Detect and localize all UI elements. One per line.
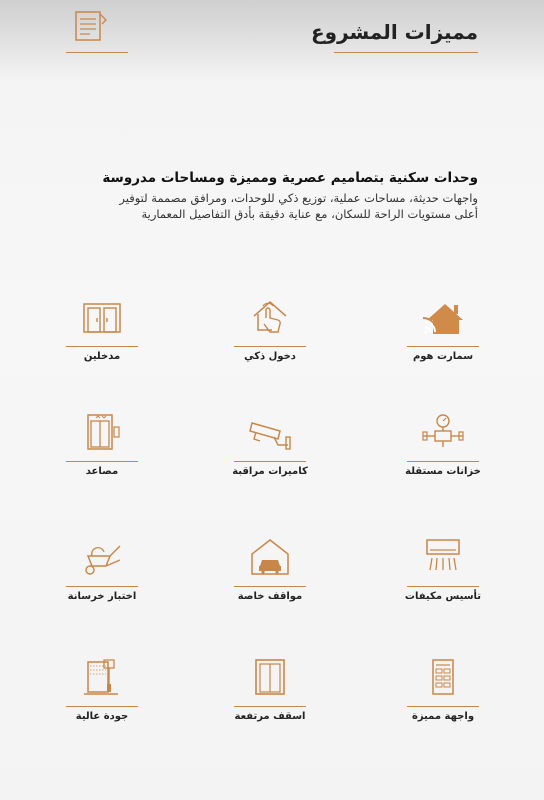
double-entrance-icon bbox=[80, 298, 124, 336]
feature-divider bbox=[234, 461, 306, 462]
feature-label: مواقف خاصة bbox=[237, 591, 303, 602]
intro-body bbox=[58, 190, 478, 222]
feature-divider bbox=[234, 586, 306, 587]
high-quality-icon bbox=[80, 658, 124, 696]
feature-divider bbox=[234, 706, 306, 707]
feature-divider bbox=[407, 346, 479, 347]
feature-divider bbox=[66, 706, 138, 707]
feature-label: كاميرات مراقبة bbox=[232, 466, 308, 477]
intro-body-line: واجهات حديثة، مساحات عملية، توزيع ذكي للوحدات، ومرافق مصممة لتوفير bbox=[119, 191, 478, 205]
facade-icon bbox=[421, 658, 465, 696]
header-divider-left bbox=[66, 52, 128, 53]
feature-label: تأسيس مكيفات bbox=[404, 591, 482, 602]
feature-divider bbox=[66, 586, 138, 587]
feature-label: اختبار خرسانة bbox=[67, 591, 137, 602]
feature-divider bbox=[66, 346, 138, 347]
smart-entry-icon bbox=[248, 298, 292, 336]
smart-home-icon bbox=[421, 298, 465, 336]
feature-divider bbox=[66, 461, 138, 462]
elevator-icon bbox=[80, 413, 124, 451]
feature-divider bbox=[407, 461, 479, 462]
feature-divider bbox=[407, 706, 479, 707]
water-tank-icon bbox=[421, 413, 465, 451]
feature-divider bbox=[407, 586, 479, 587]
intro-body-line: أعلى مستويات الراحة للسكان، مع عناية دقيقة بأدق التفاصيل المعمارية bbox=[141, 207, 478, 221]
air-conditioner-icon bbox=[421, 538, 465, 576]
high-ceiling-icon bbox=[248, 658, 292, 696]
title-underline bbox=[334, 52, 478, 53]
page-title: مميزات المشروع bbox=[311, 20, 478, 44]
concrete-test-icon bbox=[80, 538, 124, 576]
security-camera-icon bbox=[248, 413, 292, 451]
feature-label: مصاعد bbox=[85, 466, 119, 477]
feature-label: دخول ذكي bbox=[244, 351, 296, 362]
feature-label: مدخلين bbox=[83, 351, 121, 362]
intro-section bbox=[58, 170, 478, 222]
document-icon bbox=[66, 6, 114, 46]
feature-label: سمارت هوم bbox=[412, 351, 474, 362]
feature-label: اسقف مرتفعة bbox=[234, 711, 306, 722]
feature-label: جودة عالية bbox=[75, 711, 129, 722]
feature-label: واجهة مميزة bbox=[411, 711, 475, 722]
intro-heading: وحدات سكنية بتصاميم عصرية ومميزة ومساحات مدروسة bbox=[102, 170, 478, 186]
private-parking-icon bbox=[248, 538, 292, 576]
feature-divider bbox=[234, 346, 306, 347]
feature-label: خزانات مستقلة bbox=[405, 466, 481, 477]
